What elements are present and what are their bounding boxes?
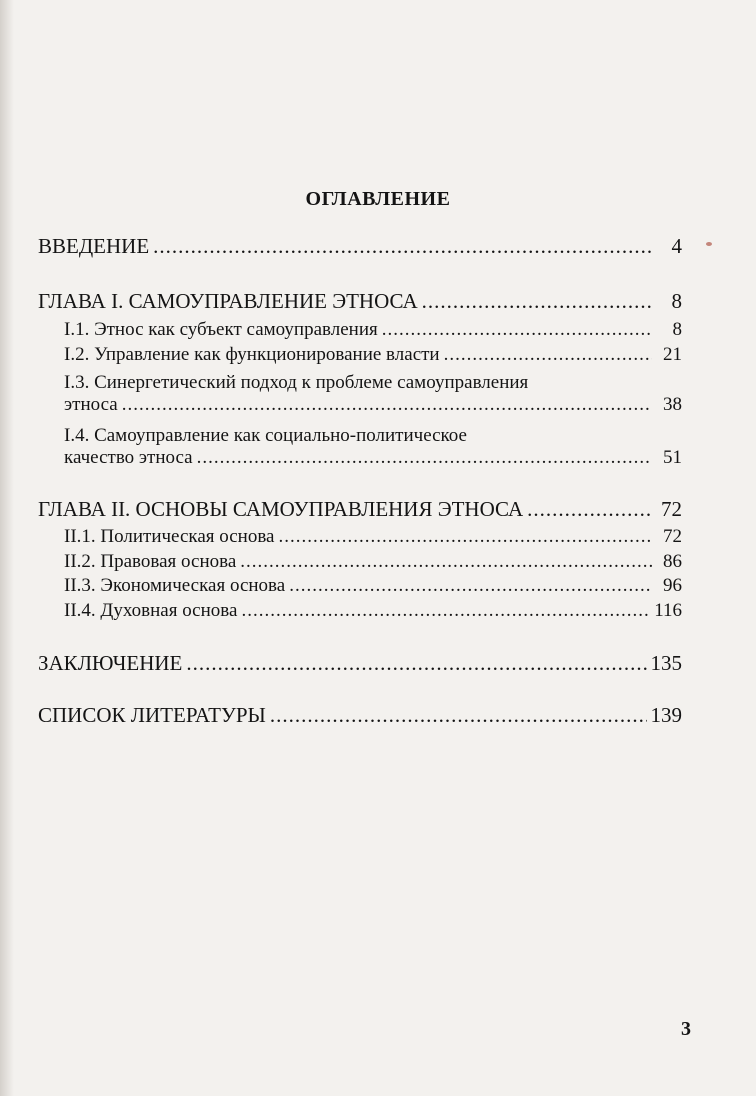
leader-dots <box>382 319 652 341</box>
toc-entry-section-2-3[interactable] <box>64 575 682 597</box>
toc-page-number: 51 <box>663 447 682 468</box>
leader-dots <box>278 526 652 548</box>
toc-page-number: 139 <box>650 703 682 727</box>
toc-page-number: 116 <box>654 600 682 621</box>
toc-entry-conclusion[interactable] <box>38 651 682 676</box>
toc-page-number: 72 <box>661 497 682 521</box>
leader-dots <box>153 234 652 259</box>
leader-dots <box>444 344 652 366</box>
leader-dots <box>197 447 652 469</box>
ink-spot <box>706 242 712 246</box>
leader-dots <box>240 551 652 573</box>
toc-entry-section-1-3[interactable] <box>64 394 682 416</box>
toc-entry-section-1-4[interactable] <box>64 447 682 469</box>
toc-entry-label: ГЛАВА II. ОСНОВЫ САМОУПРАВЛЕНИЯ ЭТНОСА <box>38 497 524 521</box>
toc-entry-section-2-1[interactable] <box>64 526 682 548</box>
toc-page-number: 96 <box>663 575 682 596</box>
leader-dots <box>289 575 652 597</box>
toc-entry-label: II.3. Экономическая основа <box>64 575 286 596</box>
toc-entry-label: этноса <box>64 394 118 415</box>
toc-entry-section-2-4[interactable] <box>64 600 682 622</box>
toc-page-number: 86 <box>663 551 682 572</box>
page-edge-shadow <box>0 0 14 1096</box>
leader-dots <box>270 703 647 728</box>
toc-entry-label: I.2. Управление как функционирование власти <box>64 344 440 365</box>
toc-page-number: 72 <box>663 526 682 547</box>
toc-entry-chapter-1[interactable] <box>38 289 682 314</box>
leader-dots <box>241 600 650 622</box>
toc-entry-section-2-2[interactable] <box>64 551 682 573</box>
toc-entry-label: СПИСОК ЛИТЕРАТУРЫ <box>38 703 266 727</box>
leader-dots <box>122 394 652 416</box>
toc-entry-label: II.2. Правовая основа <box>64 551 237 572</box>
toc-entry-label: качество этноса <box>64 447 193 468</box>
toc-entry-label: I.1. Этнос как субъект самоуправления <box>64 319 378 340</box>
toc-entry-bibliography[interactable] <box>38 703 682 728</box>
toc-page-number: 8 <box>671 289 682 313</box>
toc-entry-label: II.1. Политическая основа <box>64 526 275 547</box>
toc-page-number: 8 <box>672 319 682 340</box>
leader-dots <box>527 497 652 522</box>
toc-page-number: 38 <box>663 394 682 415</box>
toc-entry-introduction[interactable] <box>38 234 682 259</box>
toc-entry-section-1-2[interactable] <box>64 344 682 366</box>
toc-entry-section-1-4-line1[interactable]: I.4. Самоуправление как социально-политическое <box>64 425 467 446</box>
toc-entry-chapter-2[interactable] <box>38 497 682 522</box>
toc-entry-label: ЗАКЛЮЧЕНИЕ <box>38 651 183 675</box>
toc-entry-label: ГЛАВА I. САМОУПРАВЛЕНИЕ ЭТНОСА <box>38 289 418 313</box>
page-title: ОГЛАВЛЕНИЕ <box>305 188 451 210</box>
page-number: 3 <box>681 1018 691 1040</box>
leader-dots <box>186 651 646 676</box>
toc-page-number: 135 <box>650 651 682 675</box>
toc-entry-section-1-3-line1[interactable]: I.3. Синергетический подход к проблеме самоуправления <box>64 372 529 393</box>
toc-page-number: 21 <box>663 344 682 365</box>
toc-entry-label: II.4. Духовная основа <box>64 600 238 621</box>
toc-entry-label: ВВЕДЕНИЕ <box>38 234 150 258</box>
leader-dots <box>422 289 652 314</box>
toc-entry-section-1-1[interactable] <box>64 319 682 341</box>
toc-page-number: 4 <box>671 234 682 258</box>
